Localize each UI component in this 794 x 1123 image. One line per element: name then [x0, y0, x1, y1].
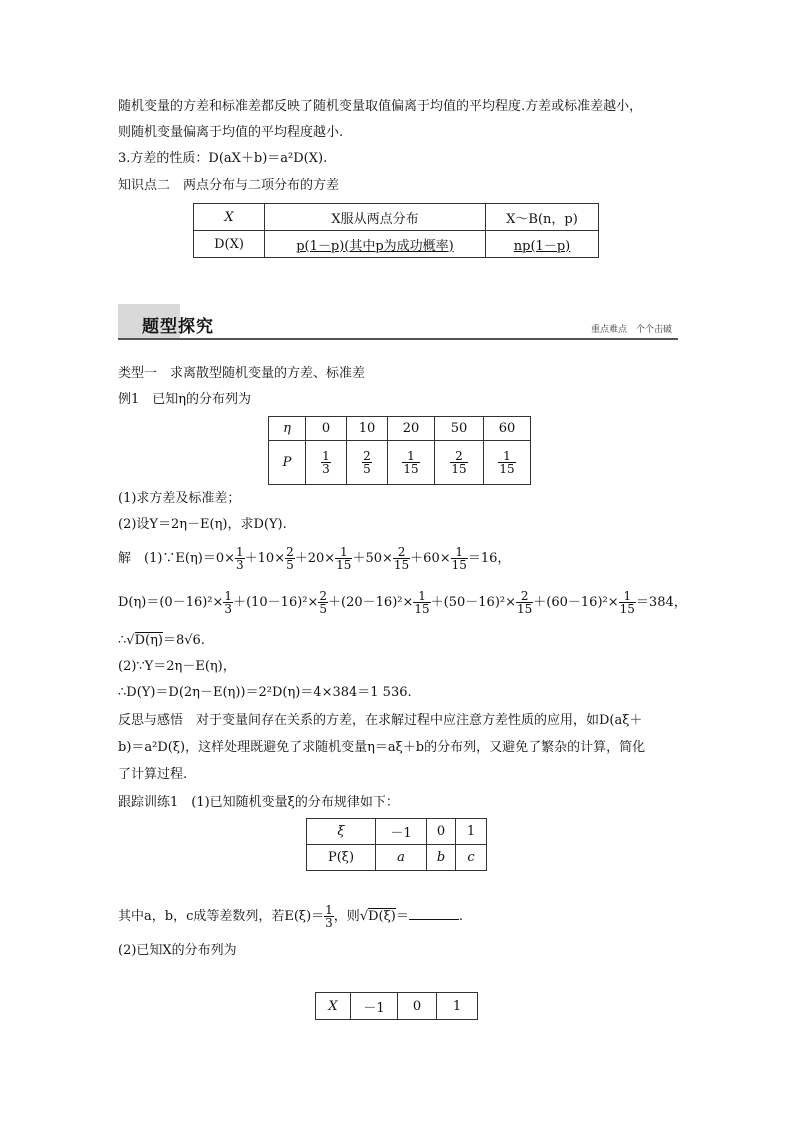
solution-variance: D(η)＝(0－16)²× $\frac{1}{3}$ ＋(10－16)²× $\frac{2}{5}$ ＋(20－16)²× $\frac{1}{15}$ ＋(50－16)²× $\frac{2}{15}$ ＋(60－16)²× $\frac{1}{15}$ ＝384， [118, 589, 687, 616]
type-1-title: 类型一 求离散型随机变量的方差、标准差 [118, 366, 366, 381]
reflection-line-3: 了计算过程. [118, 767, 188, 782]
prob-fraction: $\frac{1}{3}$ [322, 449, 330, 476]
section-rule [118, 338, 678, 340]
pxi-label: P(ξ) [307, 845, 376, 871]
eta-distribution-table [268, 416, 531, 485]
reflection-line-2: b)＝a²D(ξ)，这样处理既避免了求随机变量η＝aξ＋b的分布列，又避免了繁杂的计算，简化 [118, 740, 646, 755]
xi-distribution-table [306, 818, 487, 871]
x-value: 0 [398, 993, 437, 1020]
cell-binomial-header: X～B(n，p) [486, 204, 599, 231]
prob-fraction: $\frac{1}{15}$ [499, 449, 515, 476]
practice-1-intro: 跟踪训练1 (1)已知随机变量ξ的分布规律如下： [118, 795, 399, 810]
answer-blank[interactable] [409, 907, 459, 920]
prob-fraction: $\frac{2}{15}$ [451, 449, 467, 476]
x-value: 1 [437, 993, 478, 1020]
eta-value: 60 [484, 417, 531, 441]
eta-value: 20 [388, 417, 435, 441]
reflection-line-1: 反思与感悟 对于变量间存在关系的方差，在求解过程中应注意方差性质的应用，如D(aξ＋ [118, 713, 643, 728]
x-value: －1 [351, 993, 398, 1020]
practice-1-condition: 其中a，b，c成等差数列，若E(ξ)＝ $\frac{1}{3}$ ，则√D(ξ)＝ . [118, 903, 463, 930]
cell-two-point-variance: p(1－p)(其中p为成功概率) [265, 231, 486, 258]
xi-value: －1 [376, 819, 427, 845]
eta-value: 0 [306, 417, 347, 441]
solution-expectation: 解 (1)∵E(η)＝0× $\frac{1}{3}$ ＋10× $\frac{2}{5}$ ＋20× $\frac{1}{15}$ ＋50× $\frac{2}{15}$ ＋60× $\frac{1}{15}$ ＝16， [118, 545, 511, 572]
solution-part2-given: (2)∵Y＝2η－E(η)， [118, 659, 236, 674]
section-subtitle: 重点难点 个个击破 [590, 325, 672, 335]
prob-fraction: $\frac{2}{5}$ [363, 449, 371, 476]
question-2: (2)设Y＝2η－E(η)，求D(Y). [118, 517, 287, 532]
solution-std: ∴√D(η)＝8√6. [118, 633, 205, 648]
x-distribution-table [315, 992, 478, 1020]
question-1: (1)求方差及标准差； [118, 491, 241, 506]
section-header [118, 304, 678, 338]
cell-binomial-variance: np(1－p) [486, 231, 599, 258]
eta-value: 10 [347, 417, 388, 441]
cell-two-point-header: X服从两点分布 [265, 204, 486, 231]
prob-fraction: $\frac{1}{15}$ [403, 449, 419, 476]
eta-value: 50 [435, 417, 484, 441]
variance-table [193, 203, 599, 258]
cell-x-header: X [224, 209, 234, 225]
xi-label: ξ [337, 824, 345, 839]
variance-property: 3.方差的性质：D(aX＋b)＝a²D(X). [118, 151, 328, 166]
eta-label: η [283, 421, 291, 436]
knowledge-point-2-title: 知识点二 两点分布与二项分布的方差 [118, 178, 340, 193]
prob-a: a [397, 850, 405, 865]
solution-part2-result: ∴D(Y)＝D(2η－E(η))＝2²D(η)＝4×384＝1 536. [118, 685, 412, 700]
x-label: X [328, 998, 338, 1014]
cell-dx: D(X) [194, 231, 265, 258]
xi-value: 1 [456, 819, 487, 845]
intro-line-2: 则随机变量偏离于均值的平均程度越小. [118, 125, 344, 140]
p-label: P [282, 455, 292, 470]
prob-b: b [436, 850, 446, 865]
prob-c: c [467, 850, 475, 865]
example-1-intro: 例1 已知η的分布列为 [118, 392, 252, 407]
section-title: 题型探究 [142, 317, 214, 337]
intro-line-1: 随机变量的方差和标准差都反映了随机变量取值偏离于均值的平均程度.方差或标准差越小， [118, 99, 643, 114]
practice-1-question-2: (2)已知X的分布列为 [118, 943, 237, 958]
xi-value: 0 [427, 819, 456, 845]
